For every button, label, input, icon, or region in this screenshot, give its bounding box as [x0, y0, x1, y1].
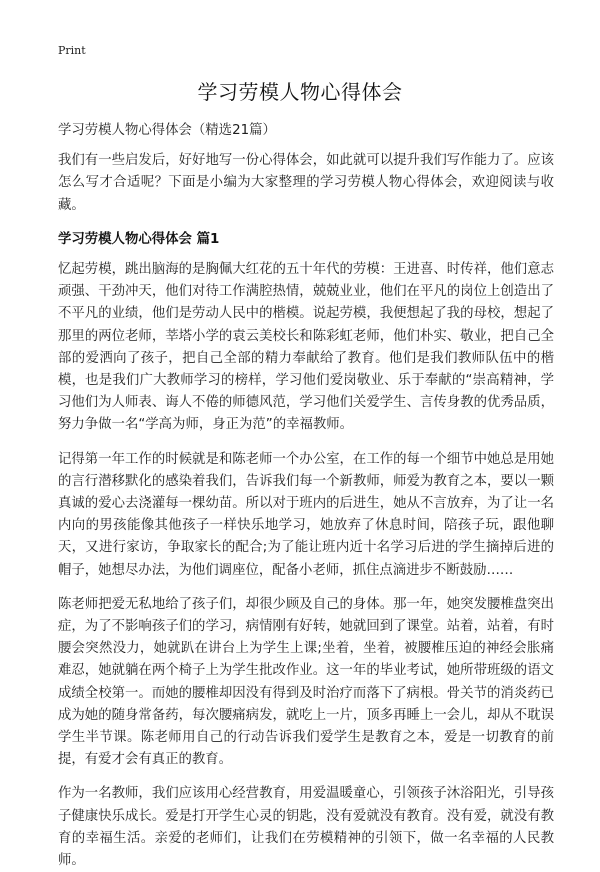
print-link[interactable]: Print [58, 44, 86, 57]
body-paragraph-4: 作为一名教师，我们应该用心经营教育，用爱温暖童心，引领孩子沐浴阳光，引导孩子健康快乐成长。爱是打开学生心灵的钥匙，没有爱就没有教育。没有爱，就没有教育的幸福生活。亲爱的老师们，让我们在劳模精神的引领下，做一名幸福的人民教师。 [58, 786, 554, 869]
body-paragraph-2: 记得第一年工作的时候就是和陈老师一个办公室，在工作的每一个细节中她总是用她的言行潜移默化的感染着我们，告诉我们每一个新教师，师爱为教育之本，要以一颗真诚的爱心去浇灌每一棵幼苗。所以对于班内的后进生，她从不言放弃，为了让一名内向的男孩能像其他孩子一样快乐地学习，她放弃了休息时间，陪孩子玩，跟他聊天，又进行家访，争取家长的配合;为了能让班内近十名学习后进的学生摘掉后进的帽子，她想尽办法，为他们调座位，配备小老师，抓住点滴进步不断鼓励…… [58, 451, 554, 578]
article-subtitle: 学习劳模人物心得体会（精选21篇） [58, 123, 276, 138]
intro-paragraph: 我们有一些启发后，好好地写一份心得体会，如此就可以提升我们写作能力了。应该怎么写才合适呢？下面是小编为大家整理的学习劳模人物心得体会，欢迎阅读与收藏。 [58, 153, 554, 213]
article-body [58, 120, 554, 872]
body-paragraph-1: 忆起劳模，跳出脑海的是胸佩大红花的五十年代的劳模：王进喜、时传祥，他们意志顽强、干劲冲天，他们对待工作满腔热情，兢兢业业，他们在平凡的岗位上创造出了不平凡的业绩，他们是劳动人民中的楷模。说起劳模，我便想起了我的母校，想起了那里的两位老师，莘塔小学的袁云美校长和陈彩虹老师，他们朴实、敬业，把自己全部的爱洒向了孩子，把自己全部的精力奉献给了教育。他们是我们教师队伍中的楷模，也是我们广大教师学习的榜样，学习他们爱岗敬业、乐于奉献的“崇高精神，学习他们为人师表、诲人不倦的师德风范，学习他们关爱学生、言传身教的优秀品质，努力争做一名“学高为师，身正为范”的幸福教师。 [58, 262, 554, 433]
section-heading: 学习劳模人物心得体会 篇1 [58, 231, 220, 247]
body-paragraph-3: 陈老师把爱无私地给了孩子们，却很少顾及自己的身体。那一年，她突发腰椎盘突出症，为了不影响孩子们的学习，病情刚有好转，她就回到了课堂。站着，站着，有时腰会突然没力，她就趴在讲台上为学生上课;坐着，坐着，被腰椎压迫的神经会胀痛难忍，她就躺在两个椅子上为学生批改作业。这一年的毕业考试，她所带班级的语文成绩全校第一。而她的腰椎却因没有得到及时治疗而落下了病根。骨关节的消炎药已成为她的随身常备药，每次腰痛病发，就吃上一片，顶多再睡上一会儿，却从不耽误学生半节课。陈老师用自己的行动告诉我们爱学生是教育之本，爱是一切教育的前提，有爱才会有真正的教育。 [58, 596, 554, 768]
page-title: 学习劳模人物心得体会 [197, 80, 403, 104]
